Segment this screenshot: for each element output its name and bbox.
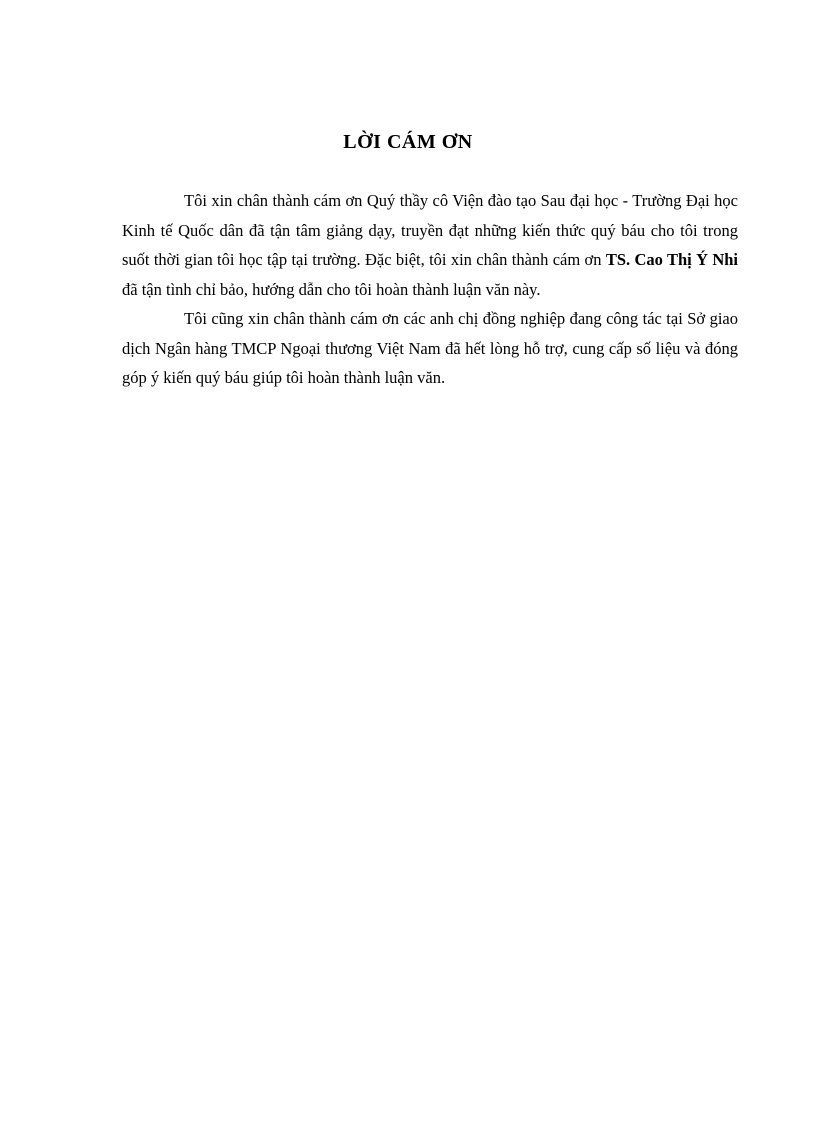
supervisor-name: TS. Cao Thị Ý Nhi [605, 250, 738, 269]
paragraph-thanks-faculty-ending: đã tận tình chỉ bảo, hướng dẫn cho tôi hoàn thành luận văn này. [122, 279, 541, 299]
paragraph-thanks-colleagues: Tôi cũng xin chân thành cám ơn các anh chị đồng nghiệp đang công tác tại Sở giao dịch Ngân hàng TMCP Ngoại thương Việt Nam đã hết lòng hỗ trợ, cung cấp số liệu và đóng góp ý kiến quý báu giúp tôi hoàn thành luận văn. [122, 309, 738, 387]
paragraph-thanks-faculty-text: Tôi xin chân thành cám ơn Quý thầy cô Viện đào tạo Sau đại học - Trường Đại học Kinh tế Quốc dân đã tận tâm giảng dạy, truyền đạt những kiến thức quý báu cho tôi trong suốt thời gian tôi học tập tại trường. Đặc biệt, tôi xin chân thành cám ơn [122, 191, 738, 269]
page-title: LỜI CÁM ƠN [343, 131, 473, 153]
paragraph-thanks-faculty [122, 186, 738, 304]
acknowledgement-body [122, 186, 738, 393]
